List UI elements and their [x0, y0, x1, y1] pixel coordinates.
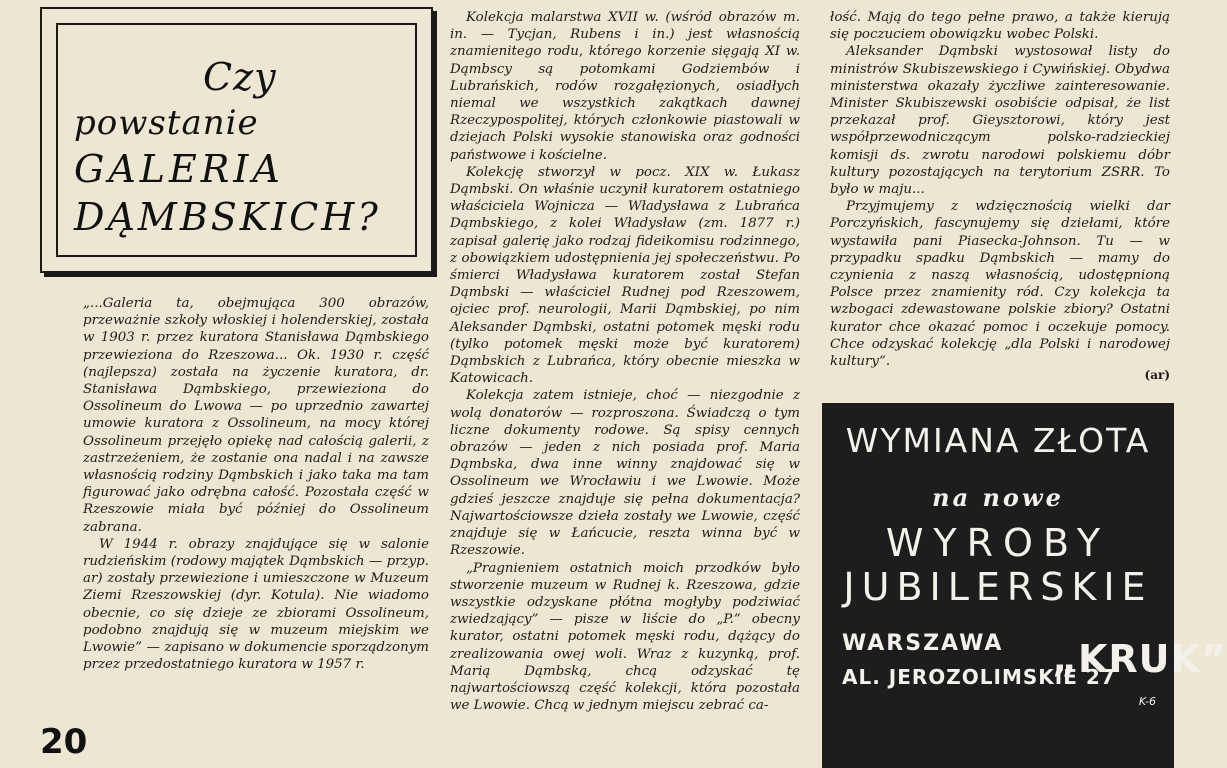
paragraph: Kolekcję stworzył w pocz. XIX w. Łukasz Dąmbski. On właśnie uczynił kuratorem ostatniego właściciela Wojnicza — Władysława z Lubrańca Dąmbskiego, z kolei Władysław (zm. 1877 r.) zapisał galerię jako rodzaj fideikomisu rodzinnego, z obowiązkiem udostępnienia jej społeczeństwu. Po śmierci Władysława kuratorem został Stefan Dąmbski — właściciel Rudnej pod Rzeszowem, ojciec prof. neurologii, Marii Dąmbskiej, po nim Aleksander Dąmbski, ostatni potomek męski rodu (tylko potomek męski może być kuratorem) Dąmbskich z Lubrańca, który obecnie mieszka w Katowicach. [450, 164, 800, 387]
page-number: 20 [40, 722, 88, 762]
title-inner-frame [56, 23, 417, 257]
paragraph: Aleksander Dąmbski wystosował listy do ministrów Skubiszewskiego i Cywińskiej. Obydwa ministerstwa okazały życzliwe zainteresowanie. Minister Skubiszewski osobiście odpisał, że list przekazał prof. Gieysztorowi, który jest współprzewodniczącym polsko-radzieckiej komisji ds. zwrotu narodowi polskiemu dóbr kultury pozostających na terytorium ZSRR. To było w maju... [830, 44, 1170, 198]
paragraph: Kolekcja zatem istnieje, choć — niezgodnie z wolą donatorów — rozproszona. Świadczą o tym liczne dokumenty rodowe. Są spisy cennych obrazów — jeden z nich posiada prof. Maria Dąmbska, dwa inne winny znajdować się w Ossolineum we Wrocławiu i we Lwowie. Może gdzieś jeszcze znajduje się pełna dokumentacja? Najwartościowsze dzieła zostały we Lwowie, część znajduje się w Łańcucie, reszta winna być w Rzeszowie. [450, 388, 800, 559]
paragraph: „...Galeria ta, obejmująca 300 obrazów, przeważnie szkoły włoskiej i holenderskiej, została w 1903 r. przez kuratora Stanisława Dąmbskiego przewieziona do Rzeszowa... Ok. 1930 r. część (najlepsza) została na życzenie kuratora, dr. Stanisława Dąmbskiego, przewieziona do Ossolineum do Lwowa — po uprzednio zawartej umowie kuratora z Ossolineum, na mocy której Ossolineum przejęło opiekę nad całością galerii, z zastrzeżeniem, że zostanie ona nadal i na zawsze własnością rodziny Dąmbskich i jako taka ma tam figurować jako odrębna całość. Pozostała część w Rzeszowie miała być później do Ossolineum zabrana. [83, 296, 429, 535]
ad-brand: „KRUK” [1052, 637, 1227, 681]
article-column-3 [830, 9, 1170, 370]
ad-product-line-2: JUBILERSKIE [843, 565, 1153, 609]
ad-subline: na nowe [932, 483, 1064, 512]
title-line-3: GALERIA [74, 147, 284, 191]
advertisement [822, 403, 1227, 768]
paragraph: łość. Mają do tego pełne prawo, a także kierują się poczuciem obowiązku wobec Polski. [830, 10, 1170, 43]
ad-product-line-1: WYROBY [885, 521, 1111, 565]
title-line-4: DĄMBSKICH? [74, 195, 381, 239]
article-column-2 [450, 9, 800, 714]
ad-code: K-6 [1138, 695, 1156, 708]
paragraph: W 1944 r. obrazy znajdujące się w salonie rudzieńskim (rodowy majątek Dąmbskich — przyp. ar) zostały przewiezione i umieszczone w Muzeum Ziemi Rzeszowskiej (dyr. Kotula). Nie wiadomo obecnie, co się dzieje ze zbiorami Ossolineum, podobno znajdują się w muzeum miejskim we Lwowie” — zapisano w dokumencie sporządzonym przez przedostatniego kuratora w 1957 r. [83, 536, 429, 673]
author-signature: (ar) [1144, 368, 1170, 382]
paragraph: „Pragnieniem ostatnich moich przodków było stworzenie muzeum w Rudnej k. Rzeszowa, gdzie wszystkie odzyskane płótna mogłyby podziwiać zwiedzający” — pisze w liście do „P.” obecny kurator, ostatni potomek męski rodu, dążący do zrealizowania owej woli. Wraz z kuzynką, prof. Marią Dąmbską, chcą odzyskać tę najwartościowszą część kolekcji, która pozostała we Lwowie. Chcą w jednym miejscu zebrać ca- [450, 560, 800, 714]
article-column-1 [83, 295, 429, 673]
paragraph: Przyjmujemy z wdzięcznością wielki dar Porczyńskich, fascynujemy się dziełami, które wystawiła pani Piasecka-Johnson. Tu — w przypadku spadku Dąmbskich — mamy do czynienia z naszą własnością, udostępnioną Polsce przez znamienity ród. Czy kolekcja ta wzbogaci zdewastowane polskie zbiory? Ostatni kurator chce okazać pomoc i oczekuje pomocy. Chce odzyskać kolekcję „dla Polski i narodowej kultury”. [830, 199, 1170, 370]
ad-address: AL. JEROZOLIMSKIE 27 [842, 665, 1116, 689]
title-line-1: Czy [203, 55, 277, 99]
title-line-2: powstanie [74, 103, 259, 143]
paragraph: Kolekcja malarstwa XVII w. (wśród obrazów m. in. — Tycjan, Rubens i in.) jest własnością znamienitego rodu, którego korzenie sięgają XI w. Dąmbscy są potomkami Godziembów i Lubrańskich, rodów rozgałęzionych, osiadłych niemal we wszystkich zakątkach dawnej Rzeczypospolitej, których członkowie piastowali w dziejach Polski wysokie stanowiska oraz godności państwowe i kościelne. [450, 10, 800, 163]
ad-headline: WYMIANA ZŁOTA [845, 421, 1151, 460]
title-box [40, 7, 433, 273]
ad-city: WARSZAWA [842, 631, 1004, 656]
